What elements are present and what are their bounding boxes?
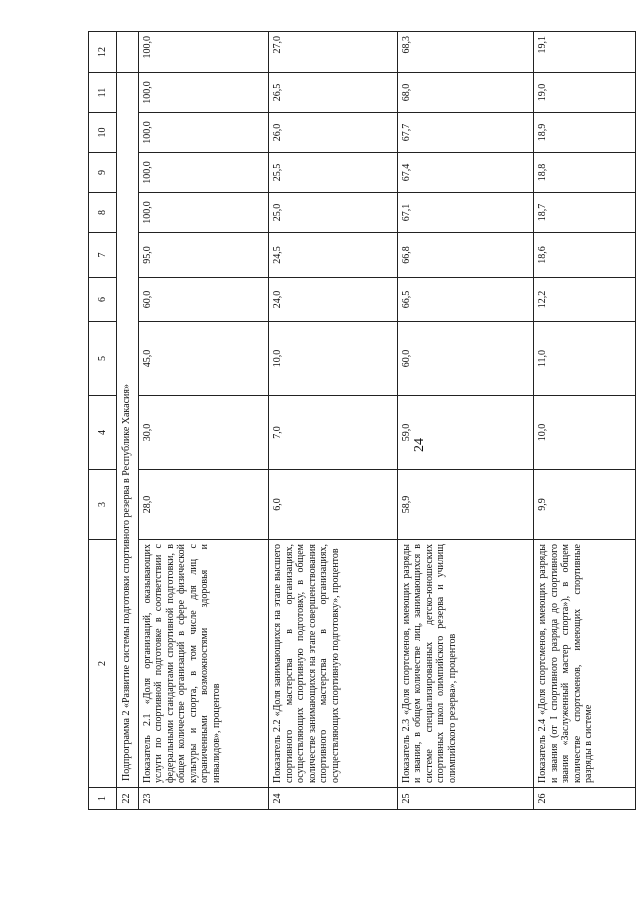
value-cell: 19,0 xyxy=(534,73,636,113)
value-cell: 67,1 xyxy=(397,193,533,233)
value-cell: 68,0 xyxy=(397,73,533,113)
column-header: 7 xyxy=(89,233,117,278)
row-number: 23 xyxy=(138,788,268,810)
column-header: 2 xyxy=(89,540,117,788)
column-header: 9 xyxy=(89,153,117,193)
value-cell: 18,9 xyxy=(534,113,636,153)
row-number: 26 xyxy=(534,788,636,810)
value-cell: 67,4 xyxy=(397,153,533,193)
value-cell: 9,9 xyxy=(534,470,636,540)
value-cell: 45,0 xyxy=(138,322,268,396)
value-cell: 60,0 xyxy=(397,322,533,396)
page-number: 24 xyxy=(412,438,427,452)
value-cell: 58,9 xyxy=(397,470,533,540)
column-header: 10 xyxy=(89,113,117,153)
section-title: Подпрограмма 2 «Развитие системы подготовки спортивного резерва в Республике Хакасия» xyxy=(116,73,138,788)
section-empty-cell xyxy=(116,32,138,73)
value-cell: 25,5 xyxy=(269,153,397,193)
table-row xyxy=(534,32,636,810)
value-cell: 95,0 xyxy=(138,233,268,278)
value-cell: 10,0 xyxy=(269,322,397,396)
column-header: 11 xyxy=(89,73,117,113)
value-cell: 25,0 xyxy=(269,193,397,233)
value-cell: 24,0 xyxy=(269,278,397,322)
section-row xyxy=(116,32,138,810)
value-cell: 19,1 xyxy=(534,32,636,73)
column-number-header xyxy=(89,32,117,810)
indicator-description: Показатель 2.4 «Доля спортсменов, имеющих разряды и звания (от I спортивного разряда до спортивного звания «Заслуженный мастер спорта»), в общем количестве спортсменов, имеющих спортивные разряды в системе xyxy=(534,540,636,788)
table-row xyxy=(269,32,397,810)
value-cell: 18,7 xyxy=(534,193,636,233)
value-cell: 26,5 xyxy=(269,73,397,113)
value-cell: 60,0 xyxy=(138,278,268,322)
column-header: 4 xyxy=(89,396,117,470)
value-cell: 30,0 xyxy=(138,396,268,470)
value-cell: 100,0 xyxy=(138,193,268,233)
column-header: 6 xyxy=(89,278,117,322)
indicator-description: Показатель 2.3 «Доля спортсменов, имеющих разряды и звания, в общем количестве лиц, занимающихся в системе специализированных детско-юношеских спортивных школ олимпийского резерва и училищ олимпийского резерва», процентов xyxy=(397,540,533,788)
column-header: 5 xyxy=(89,322,117,396)
value-cell: 100,0 xyxy=(138,73,268,113)
value-cell: 18,8 xyxy=(534,153,636,193)
value-cell: 100,0 xyxy=(138,153,268,193)
value-cell: 26,0 xyxy=(269,113,397,153)
value-cell: 12,2 xyxy=(534,278,636,322)
value-cell: 66,8 xyxy=(397,233,533,278)
value-cell: 100,0 xyxy=(138,32,268,73)
value-cell: 68,3 xyxy=(397,32,533,73)
value-cell: 66,5 xyxy=(397,278,533,322)
rotated-table-container xyxy=(88,32,636,810)
row-number: 25 xyxy=(397,788,533,810)
value-cell: 6,0 xyxy=(269,470,397,540)
value-cell: 10,0 xyxy=(534,396,636,470)
value-cell: 100,0 xyxy=(138,113,268,153)
indicator-description: Показатель 2.1 «Доля организаций, оказывающих услуги по спортивной подготовке в соответствии с федеральными стандартами спортивной подготовки, в общем количестве организаций в сфере физической культуры и спорта, в том числе для лиц с ограниченными возможностями здоровья и инвалидов», процентов xyxy=(138,540,268,788)
value-cell: 67,7 xyxy=(397,113,533,153)
table-row xyxy=(138,32,268,810)
column-header: 8 xyxy=(89,193,117,233)
value-cell: 27,0 xyxy=(269,32,397,73)
table-row xyxy=(397,32,533,810)
value-cell: 11,0 xyxy=(534,322,636,396)
row-number: 24 xyxy=(269,788,397,810)
value-cell: 18,6 xyxy=(534,233,636,278)
column-header: 3 xyxy=(89,470,117,540)
indicators-table xyxy=(88,31,636,810)
value-cell: 28,0 xyxy=(138,470,268,540)
column-header: 1 xyxy=(89,788,117,810)
value-cell: 59,0 xyxy=(397,396,533,470)
indicator-description: Показатель 2.2 «Доля занимающихся на этапе высшего спортивного мастерства в организациях, осуществляющих спортивную подготовку, в общем количестве занимающихся на этапе совершенствования спортивного мастерства в организациях, осуществляющих спортивную подготовку», процентов xyxy=(269,540,397,788)
value-cell: 24,5 xyxy=(269,233,397,278)
value-cell: 7,0 xyxy=(269,396,397,470)
section-number: 22 xyxy=(116,788,138,810)
column-header: 12 xyxy=(89,32,117,73)
